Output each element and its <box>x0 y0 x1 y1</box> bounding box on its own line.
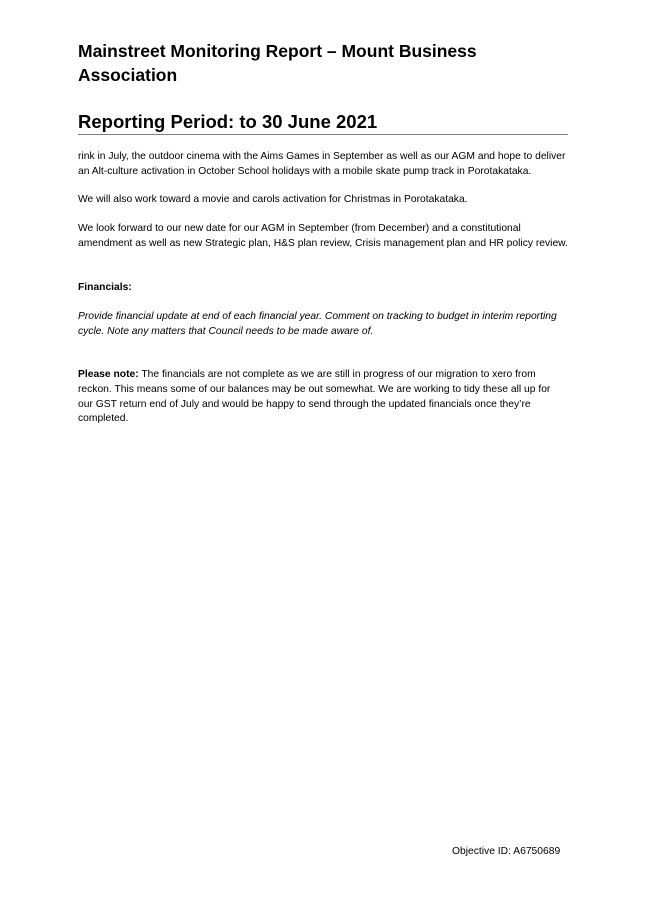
financials-note <box>78 368 568 427</box>
paragraph-agm: We look forward to our new date for our AGM in September (from December) and a constitutional amendment as well as new Strategic plan, H&S plan review, Crisis management plan and HR policy review. <box>78 223 568 249</box>
document-title: Mainstreet Monitoring Report – Mount Business Association <box>78 41 477 85</box>
paragraph-christmas: We will also work toward a movie and carols activation for Christmas in Porotakataka. <box>78 194 468 205</box>
note-label: Please note: <box>78 369 139 380</box>
financials-instruction: Provide financial update at end of each financial year. Comment on tracking to budget in interim reporting cycle. Note any matters that Council needs to be made aware of. <box>78 311 557 337</box>
financials-heading: Financials: <box>78 282 132 293</box>
objective-id: Objective ID: A6750689 <box>452 846 561 857</box>
paragraph-events: rink in July, the outdoor cinema with the Aims Games in September as well as our AGM and hope to deliver an Alt-culture activation in October School holidays with a mobile skate pump track in Porotakataka. <box>78 151 566 177</box>
note-text: The financials are not complete as we are still in progress of our migration to xero from reckon. This means some of our balances may be out somewhat. We are working to tidy these all up for our GST return end of July and would be happy to send through the updated financials once they’re completed. <box>78 369 551 425</box>
heading-underline <box>78 134 568 135</box>
reporting-period-heading: Reporting Period: to 30 June 2021 <box>78 111 378 132</box>
